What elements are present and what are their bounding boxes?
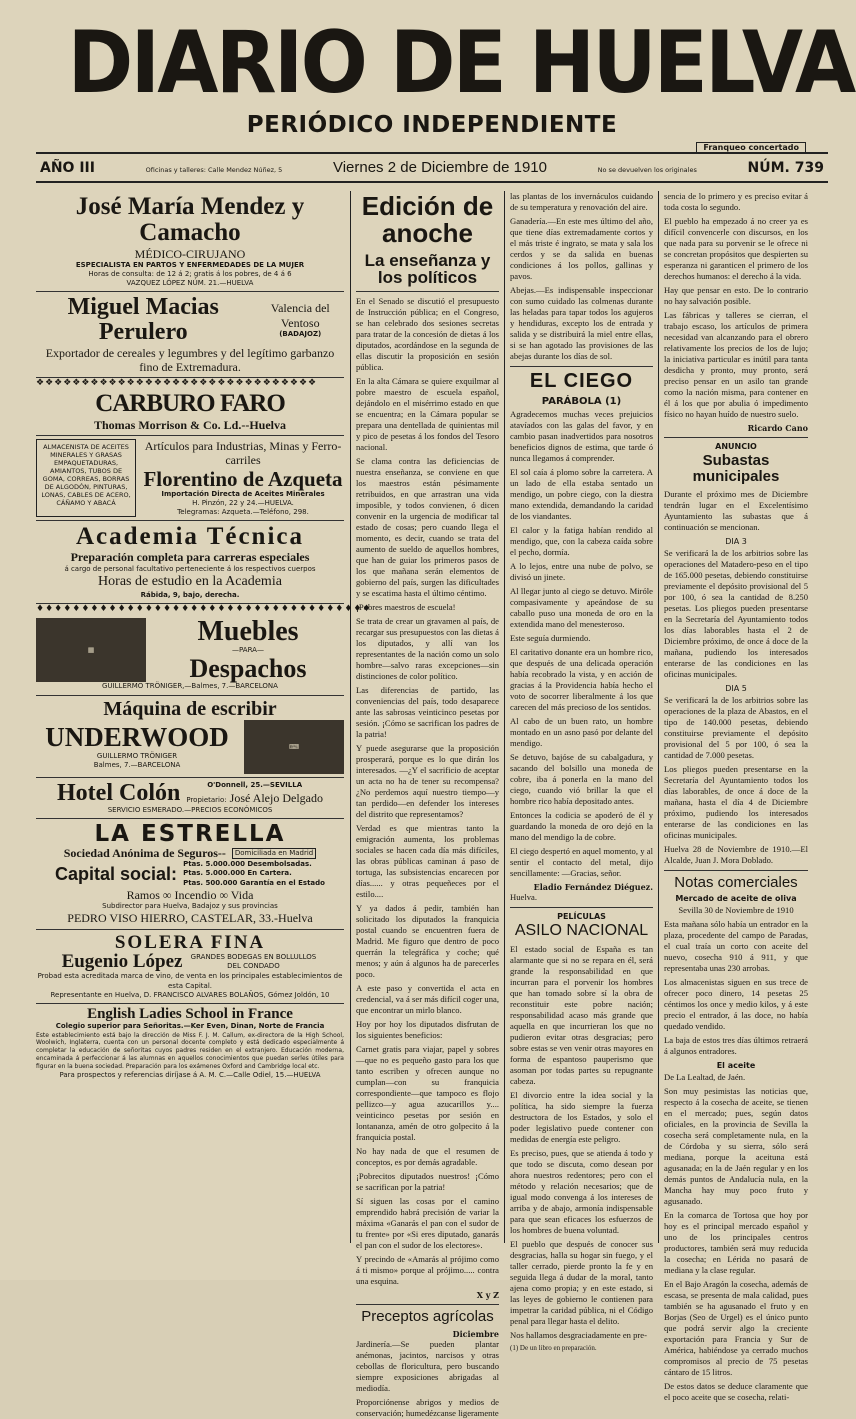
ad-muebles-title: Muebles	[197, 615, 299, 647]
ad-solera	[36, 930, 344, 1004]
ad-mendez-addr: VAZQUEZ LÓPEZ NÚM. 21.—HUELVA	[126, 279, 254, 288]
ad-estrella-p3: Ptas. 500.000 Garantía en el Estado	[183, 878, 325, 887]
paragraph: Hoy por hoy los diputados disfrutan de los siguientes beneficios:	[356, 1019, 499, 1041]
ad-carburo-co: Thomas Morrison & Co. Ld.--Huelva	[94, 417, 286, 432]
paragraph: Se detuvo, bajóse de su cabalgadura, y sacando del bolsillo una moneda de cobre, iba á ponerla en la mano del ciego, cuando vió brillar la que el hombre rico había depositado antes.	[510, 752, 653, 806]
ad-colon-serv: SERVICIO ESMERADO.—PRECIOS ECONÓMICOS	[107, 805, 273, 814]
paragraph: El pueblo ha empezado á no creer ya es difícil convencerle con discursos, en los que nada para su porvenir se le ofrece ni se concretan propósitos que despierten su esperanza ni garanticen el primero de los derechos humanos: el derecho á la vida.	[664, 216, 808, 281]
mercado-subheading: Mercado de aceite de oliva	[675, 894, 797, 904]
ad-solera-prod: Eugenio López	[61, 951, 183, 973]
paragraph: En el Bajo Aragón la cosecha, además de escasa, se presenta de mala calidad, pues también se ha agusanado el fruto y en Borjas (Seo de Urgel) es el único punto que podrá servir algo la creciente exportación para Francia y Sur de América, habiéndose ya cerrado muchos compromisos al precio de 75 pesetas cántaro de 15 litros.	[664, 1279, 808, 1378]
ad-mendez-role: MÉDICO-CIRUJANO	[134, 246, 246, 261]
columns	[36, 191, 828, 1419]
paragraph: Al llegar junto al ciego se detuvo. Miróle compasivamente y apeándose de su caballo puso una moneda de oro en la extendida mano del menesteroso.	[510, 586, 653, 629]
paragraph: Se verificará la de los arbitrios sobre las operaciones de la plaza de Abastos, en el tipo de 140.000 pesetas, debiendo constituirse previamente el depósito provisional del 5 por 100, ó sea la cantidad de 7.000 pesetas.	[664, 694, 808, 760]
footnote: (1) De un libro en preparación.	[510, 1343, 597, 1352]
paragraph: El pueblo que después de conocer sus desgracias, halla su hogar sin fuego, y el taller cerrado, pierde pronto la fe y en seguida llega á dudar de la moral, tanto ajena como propia; y en este estado, si las leyes de gobierno le contienen para impetrar la caridad pública, ni el Código penal para llegar hasta el delito.	[510, 1238, 653, 1326]
ad-school	[36, 1004, 344, 1083]
ad-colon	[36, 778, 344, 819]
ornament-band: ♦♦♦♦♦♦♦♦♦♦♦♦♦♦♦♦♦♦♦♦♦♦♦♦♦♦♦♦♦♦♦♦♦♦♦♦♦	[36, 603, 372, 614]
ad-school-foot: Para prospectos y referencias diríjase á A. M. C.—Calle Odiel, 15.—HUELVA	[59, 1070, 321, 1079]
masthead-title: DIARIO DE HUELVA	[67, 13, 854, 113]
ad-mendez	[36, 191, 344, 292]
ad-muebles-addr: GUILLERMO TRÖNIGER,—Balmes, 7.—BARCELONA	[102, 682, 278, 691]
ensenanza-heading: La enseñanza y los políticos	[364, 250, 491, 288]
place-label: Huelva.	[510, 892, 537, 902]
paragraph: Los pliegos pueden presentarse en la Secretaría del Ayuntamiento todos los días laborables, de once á doce de la mañana, hasta el día 4 de Diciembre próximo, pudiendo los interesados enterarse de las condiciones en las oficinas municipales.	[664, 763, 808, 840]
info-bar	[36, 152, 828, 183]
parabola-subheading: PARÁBOLA (1)	[541, 396, 622, 407]
paragraph: Durante el próximo mes de Diciembre tendrán lugar en el Excelentísimo Ayuntamiento las subastas que á continuación se mencionan.	[664, 488, 808, 532]
paragraph: ¡Pobres maestros de escuela!	[356, 602, 456, 613]
ad-solera-text: Probad esta acreditada marca de vino, de venta en los principales establecimientos de esta Capital.	[37, 972, 343, 990]
paragraph: La baja de estos tres días últimos retraerá á algunos entradores.	[664, 1035, 808, 1057]
ad-mendez-hours: Horas de consulta: de 12 á 2; gratis á los pobres, de 4 á 6	[88, 269, 292, 278]
ad-azqueta-imp: Importación Directa de Aceites Minerales	[161, 489, 325, 498]
paragraph: Los almacenistas siguen en sus trece de ofrecer poco dinero, 14 pesetas 25 céntimos los once y medio kilos, y á este precio el entrador, á las doce, no había quedado vendido.	[664, 977, 808, 1032]
ad-school-line: Colegio superior para Señoritas.—Ker Even, Dinan, Norte de Francia	[55, 1022, 325, 1031]
issue-date: Viernes 2 de Diciembre de 1910	[332, 159, 547, 176]
ad-underwood-name: GUILLERMO TRÖNIGER	[96, 751, 178, 760]
paragraph: Entonces la codicia se apoderó de él y guardando la moneda de oro dejó en la mano del mendigo la de cobre.	[510, 810, 653, 842]
ad-muebles-para: —PARA—	[232, 646, 264, 655]
asilo-heading: ASILO NACIONAL	[514, 922, 649, 939]
paragraph: En el Senado se discutió el presupuesto de Instrucción pública; en el Congreso, se han celebrado dos sesiones secretas para tratar de la concesión de dietas á los diputados, acordándose en la segunda de ellas discutir la proposición en sesión pública.	[356, 296, 499, 373]
paragraph: Y precindo de «Amarás al prójimo como á ti mismo» porque al prójimo..... contra una esquina.	[356, 1254, 499, 1287]
paragraph: El divorcio entre la idea social y la política, ha sido siempre la fuerza destructora de los Estados, y solo el poder legislativo puede contener con medidas de energía este peligro.	[510, 1089, 653, 1144]
ad-colon-addr: O'Donnell, 25.—SEVILLA	[207, 781, 303, 790]
paragraph: Abejas.—Es indispensable inspeccionar con sumo cuidado las colmenas durante las heladas para tapar todos los agujeros y hendiduras, excepto los de entrada y salida y se distribuirá la miel entre ellas, si se han agotado las provisiones de las abejas durante los días de sol.	[510, 285, 653, 361]
paragraph: Son muy pesimistas las noticias que, respecto á la cosecha de aceite, se tienen en el mercado; pues, según datos oficiales, en la provincia de Sevilla la cosecha será completamente nula, en la de Córdoba y su sierra, sólo será mediana, porque la aceituna está agusanada; en la de Jaén regular y en los demás puntos de Andalucía nula, en la Mancha hay muy poco fruto y agusanado.	[664, 1086, 808, 1207]
ad-estrella-sub: Subdirector para Huelva, Badajoz y sus provincias	[102, 902, 278, 911]
paragraph: En la comarca de Tortosa que hoy por hoy es el principal mercado español y uno de los principales centros productores, también será muy reducida la cosecha; en Lérida no pasará de mediana y la clase regular.	[664, 1210, 808, 1276]
ad-macias	[36, 292, 344, 378]
ad-estrella-dom: Domiciliada en Madrid	[232, 848, 316, 859]
ad-azqueta-line: Artículos para Industrias, Minas y Ferro-carriles	[144, 438, 342, 468]
ad-academia-line1: Preparación completa para carreras especiales	[70, 550, 310, 565]
ad-academia-line2: á cargo de personal facultativo perteneciente á los respectivos cuerpos	[64, 564, 316, 573]
ad-muebles	[36, 614, 344, 696]
ad-mendez-name: José María Mendez y Camacho	[75, 193, 305, 247]
column-3	[505, 191, 659, 1352]
paragraph: Ganadería.—En este mes último del año, que tiene días extremadamente cortos y el más triste é ingrato, se mata y sala los cerdos y se da salida en buenas condiciones á los pollos, gallinas y pavos.	[510, 216, 653, 281]
paragraph: El calor y la fatiga habían rendido al mendigo, que, con la cabeza caída sobre el pecho, dormía.	[510, 525, 653, 557]
ornament-band: ❖❖❖❖❖❖❖❖❖❖❖❖❖❖❖❖❖❖❖❖❖❖❖❖❖❖❖❖❖❖❖	[36, 378, 318, 389]
day-label: DIA 5	[725, 683, 747, 693]
ad-estrella	[36, 819, 344, 930]
paragraph: Agradecemos muchas veces prejuicios atavíados con las galas del favor, y en cambio pasan inadvertidos para nosotros beneficios dignos de estima, que tarde ó nunca llegamos á comprender.	[510, 409, 653, 463]
typewriter-picture-icon: ⌨	[244, 720, 344, 774]
ad-carburo	[36, 388, 344, 436]
paragraph: El sol caía á plomo sobre la carretera. A un lado de ella estaba sentado un mendigo, un pobre ciego, con la diestra mano extendida, demandando la caridad de los viandantes.	[510, 467, 653, 521]
ad-macias-desc: Exportador de cereales y legumbres y del legítimo garbanzo fino de Extremadura.	[45, 345, 335, 374]
signature: Ricardo Cano	[747, 423, 808, 433]
ad-macias-prov: (BADAJOZ)	[279, 330, 322, 339]
ad-estrella-ramos: Ramos ∞ Incendio ∞ Vida	[126, 887, 254, 902]
ad-academia	[36, 521, 344, 604]
franqueo-stamp: Franqueo concertado	[696, 142, 806, 153]
ad-colon-owner: José Alejo Delgado	[229, 790, 323, 805]
ad-azqueta-addr: H. Pinzón, 22 y 24.—HUELVA.	[192, 498, 294, 507]
paragraph: Hay que pensar en esto. De lo contrario no hay salvación posible.	[664, 285, 808, 306]
signature: Eladio Fernández Diéguez.	[533, 882, 653, 892]
ad-academia-line3: Horas de estudio en la Academia	[98, 573, 282, 589]
paragraph: El caritativo donante era un hombre rico, que después de una delicada operación había recobrado la vista, y en acción de gracias á la Providencia había hecho el voto de socorrer liberalmente á los que carecen del más precioso de los sentidos.	[510, 647, 653, 712]
paragraph: las plantas de los invernáculos cuidando de su temperatura y renovación del aire.	[510, 191, 653, 212]
paragraph: ¡Pobrecitos diputados nuestros! ¡Cómo se sacrifican por la patria!	[356, 1171, 499, 1193]
ad-azqueta	[36, 436, 344, 521]
ad-colon-owner-label: Propietario:	[186, 795, 227, 804]
paragraph: No hay nada de que el resumen de conceptos, es por demás agradable.	[356, 1146, 499, 1168]
ad-muebles-desp: Despachos	[189, 654, 307, 684]
ad-solera-rep: Representante en Huelva, D. FRANCISCO ALVARES BOLAÑOS, Gómez Joldón, 10	[50, 990, 330, 999]
ad-estrella-p2: Ptas. 5.000.000 En Cartera.	[183, 869, 292, 878]
paragraph: sencia de lo primero y es preciso evitar á toda costa lo segundo.	[664, 191, 808, 212]
paragraph: Se trata de crear un gravamen al país, de recargar sus presupuestos con las dietas á los diputados, y allí van los representantes de la nación como un solo hombre—salvo raras excepciones—sin distinciones de color político.	[356, 616, 499, 682]
ad-estrella-name: LA ESTRELLA	[94, 820, 286, 847]
ad-azqueta-box: ALMACENISTA DE ACEITES MINERALES Y GRASAS EMPAQUETADURAS, AMIANTOS, TUBOS DE GOMA, CORREAS, BORRAS DE ALGODÓN, PINTURAS, LONAS, CABLES DE ACERO, CÁÑAMO Y ABACÁ	[36, 439, 136, 517]
ad-estrella-p1: Ptas. 5.000.000 Desembolsadas.	[183, 860, 312, 869]
ad-underwood	[36, 696, 344, 778]
paragraph: El estado social de España es tan alarmante que si no se repara en él, será grande la responsabilidad en que incurran para el porvenir los hombres que han tomado sobre sí la obra de reconstituir este pobre nación; responsabilidad acaso más grande que aquella en que incurrieran los que no pudieron evitar otras desgracias; pero sobre estas se ven venir otras mayores en forma de espantoso pauperismo que asoman por todas partes su repugnante cabeza.	[510, 943, 653, 1086]
paragraph: Y ya dados á pedir, también han solicitado los diputados la franquicia postal cuando se encuentren fuera de Madrid. Me figuro que dentro de poco querrán la telegráfica y coche; qué menos; y aún á algunos ha de parecerles poco.	[356, 903, 499, 980]
ad-azqueta-tel: Telegramas: Azqueta.—Teléfono, 298.	[177, 507, 309, 516]
issue-number: NÚM. 739	[747, 160, 824, 176]
paragraph: A este paso y convertida el acta en credencial, va á ser más difícil coger una, que encontrar un mirlo blanco.	[356, 983, 499, 1016]
el-ciego-heading: EL CIEGO	[529, 370, 634, 392]
ad-estrella-soc: Sociedad Anónima de Seguros--	[63, 846, 226, 860]
ad-azqueta-name: Florentino de Azqueta	[143, 466, 343, 491]
anuncio-subheading: ANUNCIO	[715, 442, 757, 451]
dateline: Sevilla 30 de Noviembre de 1910	[678, 905, 794, 916]
edicion-heading: Edición de anoche	[361, 191, 494, 249]
ad-underwood-title: Máquina de escribir	[103, 697, 277, 720]
ads-column	[36, 191, 372, 1243]
paragraph: Jardinería.—Se pueden plantar anémonas, jacintos, narcisos y otras cebollas de floricultura, pero buscando siempre exposiciones abrigadas al mediodía.	[356, 1339, 499, 1394]
ad-estrella-dir: PEDRO VISO HIERRO, CASTELAR, 33.-Huelva	[67, 911, 313, 926]
notas-heading: Notas comerciales	[674, 873, 798, 891]
paragraph: Al cabo de un buen rato, un hombre montado en un asno pasó por delante del mendigo.	[510, 716, 653, 748]
month-label: Diciembre	[452, 1329, 499, 1340]
ad-macias-name: Miguel Macias Perulero	[67, 294, 219, 346]
masthead	[36, 13, 854, 138]
ad-solera-bod: GRANDES BODEGAS EN BOLLULLOS DEL CONDADO	[190, 953, 317, 971]
paragraph: Las fábricas y talleres se cierran, el trabajo escaso, los artículos de primera necesidad van alcanzando para el obrero relativamente los precios de los de lujo; la iniciativa particular es inútil para tanta desdicha y pronto, muy pronto, será preciso pensar en un asilo tan grande como la nación misma, para contener en él á los que por abulia ó impedimento físico no hayan huído de nuestro suelo.	[664, 310, 808, 419]
ad-macias-place: Valencia del Ventoso	[270, 301, 330, 330]
ad-academia-addr: Rábida, 9, bajo, derecha.	[140, 590, 240, 599]
day-label: DIA 3	[725, 536, 747, 546]
ad-underwood-addr: Balmes, 7.—BARCELONA	[93, 760, 181, 769]
signature: X y Z	[476, 1290, 499, 1301]
masthead-subtitle: PERIÓDICO INDEPENDIENTE	[246, 112, 618, 138]
ad-solera-name: SOLERA FINA	[114, 931, 266, 953]
ad-estrella-cap: Capital social:	[55, 863, 178, 884]
paragraph: Esta mañana sólo había un entrador en la plaza, procedente del campo de Paradas, el cual traía un corto con aceite del nuevo, cosecha 910 á 911, y que representaba unas 230 arrobas.	[664, 919, 808, 974]
paragraph: De estos datos se deduce claramente que el poco aceite que se cosecha, relati-	[664, 1381, 808, 1403]
paragraph: Verdad es que mientras tanto la emigración aumenta, los problemas sociales se hacen cada día más difíciles, las obras públicas caminan á paso de tortuga, las subsistencias encarecen por días...... y otras pequeñeces por el estilo....	[356, 823, 499, 900]
paragraph: De La Lealtad, de Jaén.	[664, 1072, 746, 1083]
paragraph: Huelva 28 de Noviembre de 1910.—El Alcalde, Juan J. Mora Doblado.	[664, 843, 808, 865]
paragraph: Es preciso, pues, que se atienda á todo y que todo se discuta, como desean por ahora nuestros redentores; pero con el método y relación necesarios; que de igual modo convenga á los intereses de arriba y de abajo, armonía indispensable para que sean eficaces los esfuerzos de los hombres de buena voluntad.	[510, 1147, 653, 1235]
paragraph: Se clama contra las deficiencias de nuestra enseñanza, se conviene en que los maestros están pésimamente retribuidos, en que arrastran una vida imposible, y todos convienen, ó dicen convenir en la urgencia de modificar tal estado de cosas; pero cuando llega el momento, es decir, cuando se trata del aumento de sueldo de aquellos hombres, que han de guiar los primeros pasos de los que mañana serán elementos de gobierno del país, surgen las dificultades y se escatima hasta el último céntimo.	[356, 456, 499, 599]
column-4	[659, 191, 813, 1403]
paragraph: Nos hallamos desgraciadamente en pre-	[510, 1329, 647, 1340]
ad-carburo-name: CARBURO FARO	[95, 390, 285, 418]
peliculas-subheading: PELÍCULAS	[557, 912, 606, 921]
ad-academia-name: Academia Técnica	[75, 523, 305, 551]
aceite-subheading: El aceite	[716, 1061, 756, 1071]
paragraph: Proporciónense abrigos y medios de conservación; humedézcanse ligeramente	[356, 1397, 499, 1419]
paragraph: El ciego despertó en aquel momento, y al sentir el contacto del metal, dijo sencillamente: —Gracias, señor.	[510, 846, 653, 878]
paragraph: Este seguía durmiendo.	[510, 633, 591, 643]
originals-notice: No se devuelven los originales	[597, 166, 697, 174]
paragraph: A lo lejos, entre una nube de polvo, se divisó un jinete.	[510, 561, 653, 582]
ad-school-text: Este establecimiento está bajo la dirección de Miss F. J. M. Callum, ex-directora de la High School, Woolwich, Inglaterra, cuenta con un personal docente completo y está dedicado especialmente á completar la educación de señoritas cuyos padres residen en el extranjero. Educación moderna, encaminada á perfeccionar á las alumnas en aquellos conocimientos que puedan serles útiles para figurar en la buena sociedad. Preparación para los exámenes Oxford and Cambridge local etc.	[36, 1031, 344, 1070]
subastas-heading: Subastas municipales	[692, 452, 780, 485]
offices-label: Oficinas y talleres: Calle Mendez Núñez, 5	[145, 166, 283, 174]
ad-underwood-brand: UNDERWOOD	[45, 722, 229, 753]
ad-colon-name: Hotel Colón	[57, 779, 181, 806]
preceptos-heading: Preceptos agrícolas	[361, 1308, 494, 1326]
column-2	[351, 191, 505, 1419]
paragraph: Se verificará la de los arbitrios sobre las operaciones del Matadero-peso en el tipo de 165.000 pesetas, debiendo constituirse previamente el depósito provisional del 5 por 100, ó sea la cantidad de 8.250 pesetas. Los pliegos pueden presentarse en la Secretaría del Ayuntamiento todos los días laborables hasta el 2 de Diciembre próximo, de once á doce de la mañana, pudiendo los interesados enterarse de las condiciones en las oficinas municipales.	[664, 547, 808, 679]
paragraph: Carnet gratis para viajar, papel y sobres—que no es pequeño gasto para los que tanto escriben y ofrecen aunque no cumplan—con su franquicia correspondiente—que tampoco es flojo pellizco—y agua azucarillos y.... veinticinco pesetas por sesión en lontananza, amén de otro golpecito á la franquicia postal.	[356, 1044, 499, 1143]
ad-mendez-spec: ESPECIALISTA EN PARTOS Y ENFERMEDADES DE LA MUJER	[75, 260, 305, 269]
year-label: AÑO III	[40, 160, 95, 176]
desk-picture-icon: ▦	[36, 618, 146, 682]
paragraph: En la alta Cámara se quiere exquilmar al pobre maestro de escuela español, dejándolo en el misérrimo estado en que se encuentra; en la Cámara popular se prepara una dentellada de quinientas mil y pico de pesetas á los fondos del Tesoro nacional.	[356, 376, 499, 453]
paragraph: Y puede asegurarse que la proposición prosperará, porque es lo que dirán los interesados. —¿Y el sacrificio de aceptar un acta no ha de tener su recompensa? ¿No perdemos aquí nuestro tiempo—y tan perdido—en defender los intereses del distrito que representamos?	[356, 743, 499, 820]
ad-school-name: English Ladies School in France	[87, 1005, 293, 1022]
paragraph: Sí siguen las cosas por el camino emprendido habrá precisión de variar la máxima «Ganarás el pan con el sudor de tu frente» por «Si eres diputado, ganarás el pan con el sudor de los electores».	[356, 1196, 499, 1251]
paragraph: Las diferencias de partido, las conveniencias del país, todo desaparece ante las sabrosas veinticinco pesetas por sesión. ¡Cómo se sacrifican los padres de la patria!	[356, 685, 499, 740]
